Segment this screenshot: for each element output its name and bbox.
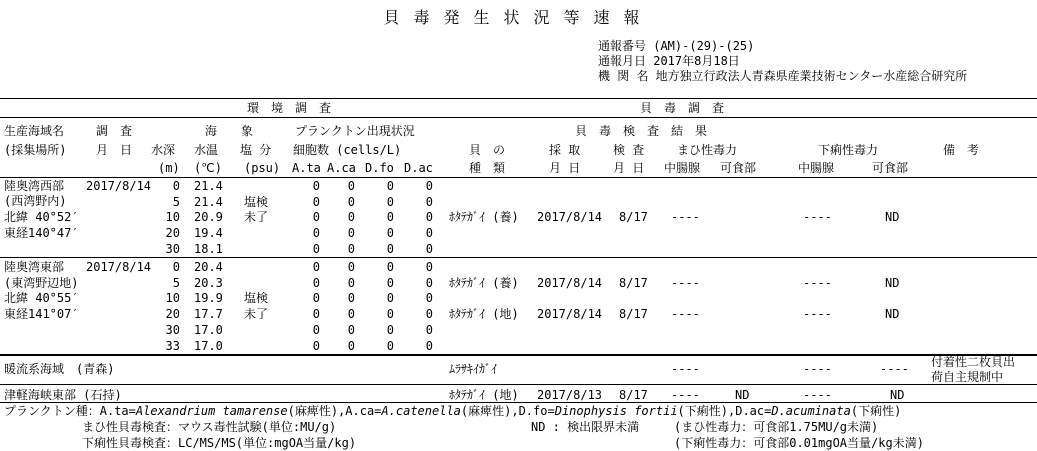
cell-dfo: 0: [386, 226, 394, 241]
cell-sal: 塩検: [244, 194, 269, 209]
cell-temp: 21.4: [194, 179, 223, 193]
cell-sal: 未了: [244, 307, 269, 322]
report-date: 通報月日 2017年8月18日: [598, 54, 740, 68]
shellfish-survey-heading: 貝 毒 調 査: [640, 101, 725, 115]
test-result-heading: 貝 毒 検 査 結 果: [575, 124, 708, 138]
danryu-dsp-midgut: ----: [803, 362, 832, 376]
cell-temp: 19.4: [194, 226, 223, 241]
danryu-psp-midgut: ----: [671, 362, 700, 376]
cell-ata: 0: [312, 322, 320, 337]
cell-dac: 0: [425, 291, 433, 306]
cell-ata: 0: [312, 307, 320, 322]
tsugaru-collect-date: 2017/8/13: [537, 388, 603, 402]
cell-ata: 0: [312, 338, 320, 353]
cell-temp: 21.4: [194, 194, 223, 209]
shell-saishu: 2017/8/14: [537, 275, 603, 290]
cell-dac: 0: [425, 260, 433, 274]
cell-dac: 0: [425, 322, 433, 337]
shell-geri-chu: ----: [803, 307, 832, 322]
danryu-dsp-edible: ----: [880, 362, 909, 376]
danryu-area: 暖流系海域 (青森): [4, 362, 115, 376]
cell-dac: 0: [425, 226, 433, 241]
cell-temp: 17.0: [194, 322, 223, 337]
cell-ata: 0: [312, 179, 320, 193]
collect-heading: 採 取: [549, 143, 581, 157]
psp-heading: まひ性毒力: [677, 143, 738, 157]
cell-aca: 0: [347, 194, 355, 209]
table-bottom-rule: [0, 402, 1037, 403]
shell-saishu: 2017/8/14: [537, 210, 603, 225]
remarks-heading: 備 考: [943, 143, 980, 157]
cell-aca: 0: [347, 291, 355, 306]
tsugaru-area: 津軽海峡東部 (石持): [4, 388, 122, 402]
block2-place: (東湾野辺地): [4, 276, 79, 290]
cell-aca: 0: [347, 226, 355, 241]
cell-dfo: 0: [386, 338, 394, 353]
cell-dac: 0: [425, 307, 433, 322]
cell-dfo: 0: [386, 291, 394, 306]
block2-area: 陸奥湾東部: [4, 260, 65, 274]
tsugaru-psp-edible: ND: [735, 388, 750, 402]
shell-kensa: 8/17: [619, 210, 648, 225]
temp-unit: (℃): [194, 161, 222, 175]
cell-depth: 30: [165, 241, 180, 256]
salinity-unit: (psu): [244, 161, 281, 175]
cell-dfo: 0: [386, 179, 394, 193]
tsugaru-psp-midgut: ----: [671, 388, 700, 402]
block1-lon: 東経140°47′: [4, 226, 79, 240]
cell-aca: 0: [347, 338, 355, 353]
survey-heading: 調 査: [96, 124, 133, 138]
psp-edible-heading: 可食部: [720, 161, 757, 175]
footer-psp-threshold: (まひ性毒力：可食部1.75MU/g未満): [674, 420, 879, 434]
cell-temp: 17.7: [194, 307, 223, 322]
header-top-rule: [0, 98, 1037, 99]
shell-mahi-chu: ----: [671, 275, 700, 290]
tsugaru-exam-date: 8/17: [619, 388, 648, 402]
cell-aca: 0: [347, 210, 355, 225]
shell-geri-ka: ND: [885, 307, 900, 322]
cell-aca: 0: [347, 322, 355, 337]
cell-depth: 20: [165, 226, 180, 241]
cell-temp: 20.3: [194, 275, 223, 290]
cell-aca: 0: [347, 241, 355, 256]
salinity-heading: 塩 分: [240, 143, 272, 157]
cell-depth: 30: [165, 322, 180, 337]
dfo-heading: D.fo: [365, 161, 394, 175]
cell-dac: 0: [425, 179, 433, 193]
danryu-shell-kind: ﾑﾗｻｷｲｶﾞｲ: [449, 362, 498, 376]
aca-heading: A.ca: [327, 161, 356, 175]
shell-kensa: 8/17: [619, 275, 648, 290]
cell-ata: 0: [312, 291, 320, 306]
temp-heading: 水温: [194, 143, 219, 157]
cell-depth: 5: [172, 194, 180, 209]
tsugaru-shell-kind: ﾎﾀﾃｶﾞｲ (地): [449, 388, 519, 402]
cell-depth: 0: [172, 260, 180, 274]
block1-lat: 北緯 40°52′: [4, 210, 79, 224]
exam-heading: 検 査: [613, 143, 645, 157]
tsugaru-dsp-midgut: ----: [803, 388, 832, 402]
footer-dsp-threshold: (下痢性毒力：可食部0.01mgOA当量/kg未満): [674, 436, 924, 450]
cell-depth: 33: [165, 338, 180, 353]
cell-aca: 0: [347, 307, 355, 322]
cell-dfo: 0: [386, 322, 394, 337]
cell-depth: 20: [165, 307, 180, 322]
dac-heading: D.ac: [404, 161, 433, 175]
shell-geri-chu: ----: [803, 210, 832, 225]
block1-date: 2017/8/14: [86, 179, 152, 193]
danryu-rule: [0, 384, 1037, 385]
cell-dac: 0: [425, 275, 433, 290]
cell-sal: 塩検: [244, 291, 269, 306]
footer-psp-method: まひ性貝毒検査：マウス毒性試験(単位:MU/g): [82, 420, 337, 434]
block2-lon: 東経141°07′: [4, 307, 79, 321]
depth-heading: 水深: [151, 143, 176, 157]
shell-geri-ka: ND: [885, 275, 900, 290]
cell-dac: 0: [425, 210, 433, 225]
cell-dfo: 0: [386, 260, 394, 274]
cell-dfo: 0: [386, 275, 394, 290]
cell-depth: 5: [172, 275, 180, 290]
cell-dac: 0: [425, 241, 433, 256]
danryu-note-2: 荷自主規制中: [931, 370, 1004, 384]
shell-mahi-chu: ----: [671, 307, 700, 322]
area-heading: 生産海域名: [4, 124, 65, 138]
shell-kind: ﾎﾀﾃｶﾞｲ (養): [449, 210, 519, 225]
cell-ata: 0: [312, 210, 320, 225]
cell-dfo: 0: [386, 194, 394, 209]
cell-temp: 17.0: [194, 338, 223, 353]
agency-name: 機 関 名 地方独立行政法人青森県産業技術センター水産総合研究所: [598, 69, 968, 83]
header-section-rule: [0, 117, 1037, 118]
cell-temp: 19.9: [194, 291, 223, 306]
dsp-edible-heading: 可食部: [872, 161, 909, 175]
shell-mahi-chu: ----: [671, 210, 700, 225]
psp-midgut-heading: 中腸腺: [664, 161, 701, 175]
shell-geri-chu: ----: [803, 275, 832, 290]
danryu-note-1: 付着性二枚貝出: [931, 355, 1016, 369]
cell-aca: 0: [347, 179, 355, 193]
footer-nd-note: ND : 検出限界未満: [531, 420, 640, 434]
cell-ata: 0: [312, 260, 320, 274]
cell-depth: 10: [165, 291, 180, 306]
env-survey-heading: 環 境 調 査: [247, 101, 332, 115]
shell-kensa: 8/17: [619, 307, 648, 322]
cell-sal: 未了: [244, 210, 269, 225]
collect-date-heading: 月 日: [549, 161, 581, 175]
shell-kind: ﾎﾀﾃｶﾞｲ (養): [449, 275, 519, 290]
cell-temp: 20.4: [194, 260, 223, 274]
cell-dfo: 0: [386, 307, 394, 322]
footer-species-legend: プランクトン種：A.ta=Alexandrium tamarense(麻痺性),A.ca=A.catenella(麻痺性),D.fo=Dinophysis fortii(下痢性),D.ac=D.acuminata(下痢性): [4, 404, 902, 418]
cell-count-heading: 細胞数 (cells/L): [293, 143, 402, 157]
cell-dac: 0: [425, 338, 433, 353]
ata-heading: A.ta: [292, 161, 321, 175]
cell-aca: 0: [347, 260, 355, 274]
page-title: 貝毒発生状況等速報: [383, 8, 654, 27]
block1-rule: [0, 257, 1037, 258]
survey-date-heading: 月 日: [96, 143, 133, 157]
shell-kind-heading: 貝 の: [469, 143, 506, 157]
cell-dfo: 0: [386, 241, 394, 256]
shell-geri-ka: ND: [885, 210, 900, 225]
area-sub-heading: (採集場所): [4, 143, 67, 157]
cell-dfo: 0: [386, 210, 394, 225]
cell-depth: 0: [172, 179, 180, 193]
dsp-midgut-heading: 中腸腺: [798, 161, 835, 175]
cell-temp: 18.1: [194, 241, 223, 256]
block2-lat: 北緯 40°55′: [4, 291, 79, 305]
cell-temp: 20.9: [194, 210, 223, 225]
cell-aca: 0: [347, 275, 355, 290]
block1-place: (西湾野内): [4, 194, 67, 208]
dsp-heading: 下痢性毒力: [818, 143, 879, 157]
cell-ata: 0: [312, 241, 320, 256]
cell-dac: 0: [425, 194, 433, 209]
header-bottom-rule: [0, 177, 1037, 178]
plankton-heading: プランクトン出現状況: [295, 124, 415, 138]
tsugaru-dsp-edible: ND: [890, 388, 905, 402]
block2-rule: [0, 354, 1037, 356]
cell-ata: 0: [312, 194, 320, 209]
shell-kind-sub-heading: 種 類: [469, 161, 506, 175]
exam-date-heading: 月 日: [613, 161, 645, 175]
depth-unit: (m): [158, 161, 180, 175]
cell-ata: 0: [312, 226, 320, 241]
report-number: 通報番号 (AM)-(29)-(25): [598, 39, 755, 53]
footer-dsp-method: 下痢性貝毒検査：LC/MS/MS(単位:mgOA当量/kg): [82, 436, 357, 450]
cell-depth: 10: [165, 210, 180, 225]
block2-date: 2017/8/14: [86, 260, 152, 274]
shell-saishu: 2017/8/14: [537, 307, 603, 322]
sea-condition-heading: 海 象: [205, 124, 254, 138]
block1-area: 陸奥湾西部: [4, 179, 65, 193]
shell-kind: ﾎﾀﾃｶﾞｲ (地): [449, 307, 519, 322]
cell-ata: 0: [312, 275, 320, 290]
